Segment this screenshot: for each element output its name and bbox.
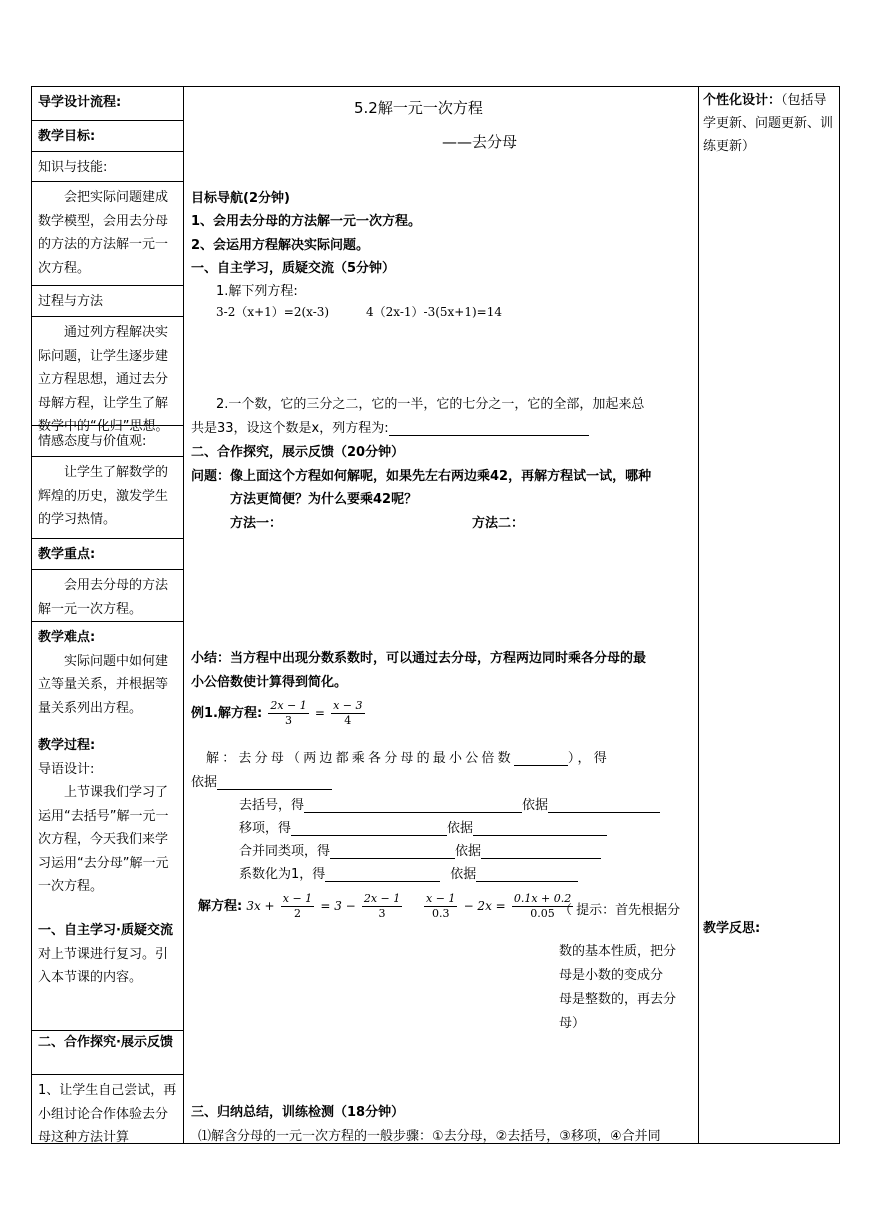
step2-title: 二、合作探究·展示反馈 [38, 1035, 173, 1050]
page-subtitle: ——去分母 [442, 133, 518, 151]
part3-title: 三、归纳总结，训练检测（18分钟） [191, 1105, 405, 1120]
intro-body: 上节课我们学习了运用“去括号”解一元一次方程，今天我们来学习运用“去分母”解一元一次方程。 [38, 785, 169, 894]
goal-title: 教学目标: [32, 121, 184, 152]
key-body: 会用去分母的方法解一元一次方程。 [32, 570, 184, 622]
emotion-title: 情感态度与价值观: [32, 426, 184, 457]
process-body: 通过列方程解决实际问题，让学生逐步建立方程思想，通过去分母解方程，让学生了解数学中的“化归”思想。 [32, 317, 184, 426]
process2-title: 教学过程: [38, 738, 96, 753]
question-line1: 问题：像上面这个方程如何解呢，如果先左右两边乘42，再解方程试一试，哪种 [191, 469, 652, 484]
left-column [32, 87, 184, 1143]
right-column [699, 87, 839, 1143]
basis-blank-1[interactable] [217, 775, 332, 790]
example-1: 例1.解方程: $\frac{2x - 1}{3}$ = $\frac{x - 3}{4}$ [191, 699, 363, 727]
part1-eq1: 3-2（x+1）=2(x-3) [216, 305, 330, 319]
hint-line4: 母是整数的，再去分 [559, 992, 677, 1007]
solve-equation-b: $\frac{x - 1}{0.3}$ − 2x = $\frac{0.1x + 0.2}{0.05}$ [426, 892, 572, 920]
step-bracket: 去括号，得 依据 [239, 794, 660, 813]
question-line2: 方法更简便？为什么要乘42呢？ [230, 492, 418, 507]
process-title: 过程与方法 [32, 286, 184, 317]
knowledge-title: 知识与技能: [32, 152, 184, 182]
design-title: 个性化设计： [703, 93, 782, 108]
emotion-body: 让学生了解数学的辉煌的历史，激发学生的学习热情。 [32, 457, 184, 539]
main-column [184, 87, 699, 1143]
step-coefficient: 系数化为1，得 依据 [239, 863, 578, 882]
nav-item-1: 1、会用去分母的方法解一元一次方程。 [191, 214, 422, 229]
part1-q1: 1.解下列方程: [216, 284, 298, 299]
solve-equation-a: 解方程: 3x + $\frac{x - 1}{2}$ = 3 − $\frac{2x - 1}{3}$ [198, 892, 401, 920]
part2-title: 二、合作探究，展示反馈（20分钟） [191, 445, 405, 460]
hint-line3: 母是小数的变成分 [559, 968, 664, 983]
part1-q2-line2: 共是33，设这个数是x，列方程为: [191, 417, 589, 436]
part1-title: 一、自主学习，质疑交流（5分钟） [191, 261, 396, 276]
knowledge-body: 会把实际问题建成数学模型，会用去分母的方法的方法解一元一次方程。 [32, 182, 184, 286]
solution-line2: 依据 [191, 771, 332, 790]
example-label: 例1.解方程: [191, 706, 263, 721]
step-combine: 合并同类项，得 依据 [239, 840, 601, 859]
lesson-plan-table [31, 86, 840, 1144]
difficulty-title: 教学难点: [38, 630, 96, 645]
step1-body: 对上节课进行复习。引入本节课的内容。 [38, 946, 169, 985]
summary-line2: 小公倍数使计算得到简化。 [191, 675, 348, 690]
equation-blank[interactable] [389, 421, 589, 436]
part1-q2-line1: 2.一个数，它的三分之二，它的一半，它的七分之一，它的全部，加起来总 [216, 397, 645, 412]
part1-eq2: 4（2x-1）-3(5x+1)=14 [366, 305, 502, 319]
difficulty-body: 实际问题中如何建立等量关系，并根据等量关系列出方程。 [38, 653, 169, 716]
flow-title: 导学设计流程: [32, 87, 184, 121]
nav-title: 目标导航(2分钟) [191, 191, 290, 206]
nav-item-2: 2、会运用方程解决实际问题。 [191, 238, 370, 253]
summary-line1: 小结：当方程中出现分数系数时，可以通过去分母，方程两边同时乘各分母的最 [191, 651, 647, 666]
intro-label: 导语设计: [38, 761, 95, 777]
reflection-title: 教学反思: [703, 921, 761, 936]
design-body: （包括导学更新、问题更新、训练更新） [703, 93, 834, 154]
solution-line1: 解：去分母（两边都乘各分母的最小公倍数 ），得 [206, 751, 610, 766]
example-fraction-right: $\frac{x - 3}{4}$ [333, 699, 363, 727]
hint-line2: 数的基本性质，把分 [559, 944, 677, 959]
step-move: 移项，得 依据 [239, 817, 607, 836]
page-title: 5.2解一元一次方程 [354, 99, 483, 117]
example-fraction-left: $\frac{2x - 1}{3}$ [270, 699, 307, 727]
method-2-label: 方法二： [472, 516, 525, 531]
method-1-label: 方法一： [230, 516, 283, 531]
lcm-blank[interactable] [514, 751, 568, 766]
key-title: 教学重点: [32, 539, 184, 570]
part3-body: ⑴解含分母的一元一次方程的一般步骤：①去分母，②去括号，③移项，④合并同 [198, 1129, 661, 1144]
step1-title: 一、自主学习·质疑交流 [38, 923, 173, 938]
hint-line5: 母） [559, 1016, 586, 1031]
hint-line1: （ 提示：首先根据分 [559, 903, 681, 918]
step2-body: 1、让学生自己尝试，再小组讨论合作体验去分母这种方法计算 [38, 1083, 177, 1145]
